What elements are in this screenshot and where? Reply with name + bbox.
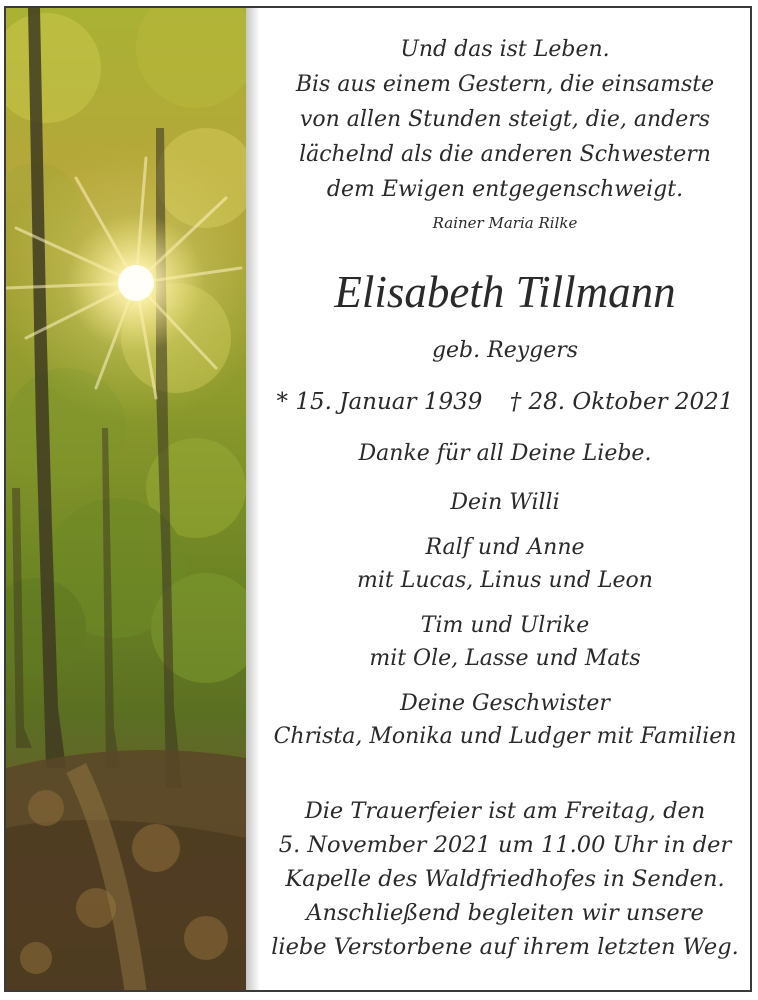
death-date: † 28. Oktober 2021 [509, 389, 734, 415]
service-line: Kapelle des Waldfriedhofes in Senden. [285, 866, 725, 892]
forest-photo [6, 8, 246, 990]
mourner-line: Dein Willi [450, 490, 560, 515]
poem-line: lächelnd als die anderen Schwestern [299, 142, 711, 167]
obituary-notice [4, 6, 752, 992]
mourners-list [262, 486, 748, 765]
poem-line: dem Ewigen entgegenschweigt. [326, 177, 684, 202]
poem-line: Und das ist Leben. [400, 37, 610, 62]
thanks-line: Danke für all Deine Liebe. [358, 441, 652, 466]
service-line: liebe Verstorbene auf ihrem letzten Weg. [271, 934, 739, 960]
poem-author: Rainer Maria Rilke [432, 214, 578, 232]
mourner-group [262, 609, 748, 675]
notice-text [262, 8, 748, 990]
forest-illustration [6, 8, 246, 992]
poem-line: von allen Stunden steigt, die, anders [299, 107, 711, 132]
photo-shadow [246, 8, 260, 990]
birth-date: * 15. Januar 1939 [276, 389, 483, 415]
birth-name: geb. Reygers [431, 338, 579, 363]
mourner-line: mit Ole, Lasse und Mats [369, 646, 641, 671]
life-dates [262, 384, 748, 420]
poem [262, 32, 748, 239]
service-line: Die Trauerfeier ist am Freitag, den [304, 798, 706, 824]
service-line: Anschließend begleiten wir unsere [306, 900, 704, 926]
mourner-group [262, 687, 748, 753]
service-line: 5. November 2021 um 11.00 Uhr in der [278, 832, 732, 858]
poem-line: Bis aus einem Gestern, die einsamste [295, 72, 715, 97]
mourner-line: mit Lucas, Linus und Leon [357, 568, 653, 593]
mourner-line: Tim und Ulrike [420, 613, 590, 638]
mourner-line: Ralf und Anne [425, 535, 585, 560]
funeral-service-info [262, 794, 748, 964]
mourner-group [262, 531, 748, 597]
deceased-name: Elisabeth Tillmann [334, 267, 676, 317]
mourner-line: Christa, Monika und Ludger mit Familien [273, 724, 737, 749]
mourner-line: Deine Geschwister [400, 691, 610, 716]
mourner-group [262, 486, 748, 519]
